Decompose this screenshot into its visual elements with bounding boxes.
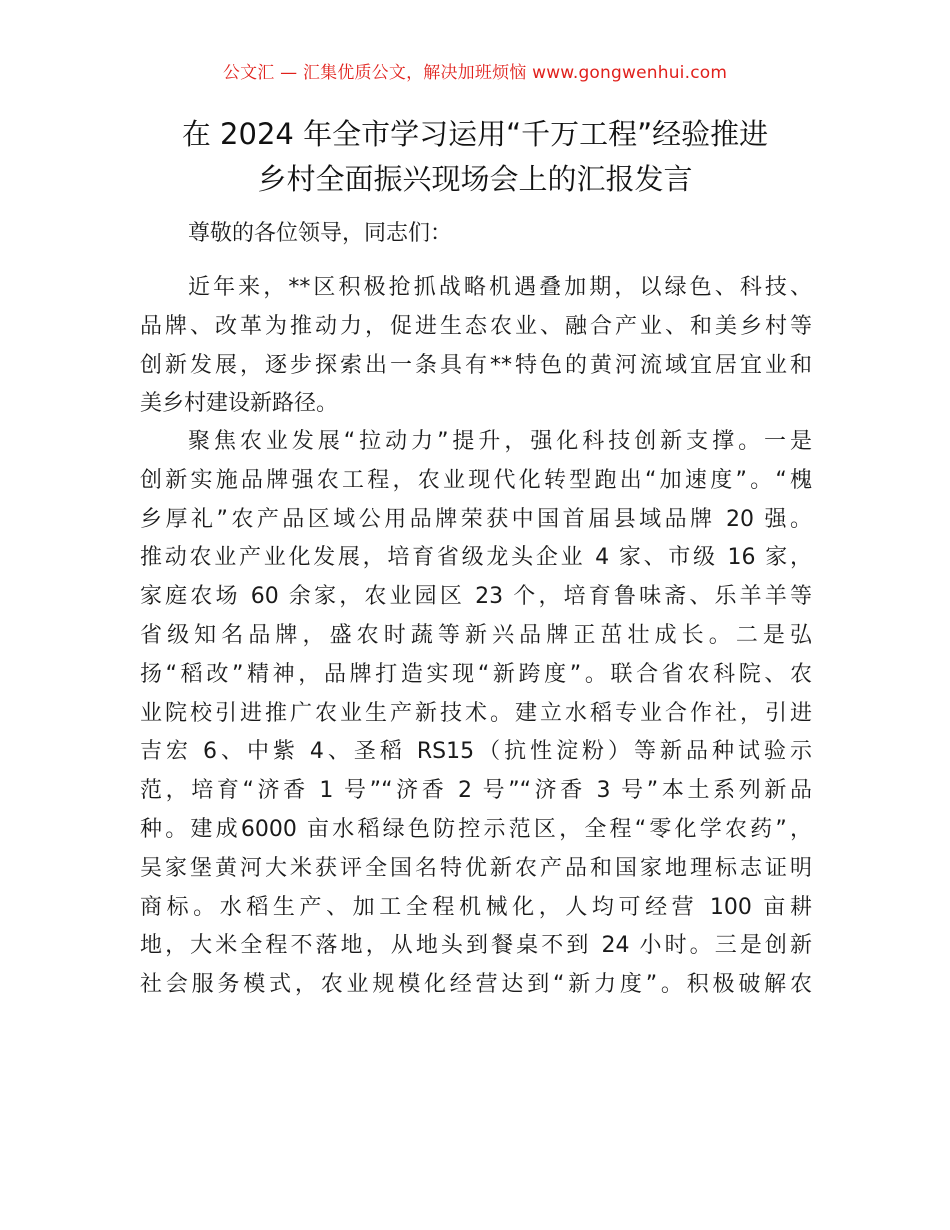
title-line-2: 乡村全面振兴现场会上的汇报发言 <box>257 162 693 196</box>
paragraph-line: 推动农业产业化发展，培育省级龙头企业 4 家、市级 16 家， <box>140 545 812 571</box>
paragraph-agriculture <box>140 423 812 1005</box>
paragraph-intro <box>140 269 812 424</box>
site-header-banner[interactable]: 公文汇 — 汇集优质公文，解决加班烦恼 www.gongwenhui.com <box>222 63 728 83</box>
paragraph-line: 创新实施品牌强农工程，农业现代化转型跑出“加速度”。“槐 <box>140 467 812 493</box>
title-line-1: 在 2024 年全市学习运用“千万工程”经验推进 <box>181 117 769 151</box>
paragraph-line: 创新发展，逐步探索出一条具有**特色的黄河流域宜居宜业和 <box>140 352 812 378</box>
document-title <box>100 112 850 202</box>
paragraph-line: 扬“稻改”精神，品牌打造实现“新跨度”。联合省农科院、农 <box>140 661 812 687</box>
paragraph-line: 家庭农场 60 余家，农业园区 23 个，培育鲁味斋、乐羊羊等 <box>140 584 812 610</box>
salutation: 尊敬的各位领导，同志们： <box>188 221 453 246</box>
paragraph-line: 吉宏 6、中紫 4、圣稻 RS15（抗性淀粉）等新品种试验示 <box>140 739 812 765</box>
paragraph-line: 美乡村建设新路径。 <box>140 391 339 417</box>
paragraph-line: 乡厚礼”农产品区域公用品牌荣获中国首届县域品牌 20 强。 <box>140 506 812 532</box>
paragraph-line: 种。建成6000 亩水稻绿色防控示范区，全程“零化学农药”， <box>140 816 812 842</box>
paragraph-line: 省级知名品牌，盛农时蔬等新兴品牌正茁壮成长。二是弘 <box>140 622 812 648</box>
paragraph-line: 品牌、改革为推动力，促进生态农业、融合产业、和美乡村等 <box>140 313 812 339</box>
paragraph-line: 范，培育“济香 1 号”“济香 2 号”“济香 3 号”本土系列新品 <box>140 778 812 804</box>
paragraph-line: 商标。水稻生产、加工全程机械化，人均可经营 100 亩耕 <box>140 894 812 920</box>
paragraph-line: 业院校引进推广农业生产新技术。建立水稻专业合作社，引进 <box>140 700 812 726</box>
paragraph-line: 社会服务模式，农业规模化经营达到“新力度”。积极破解农 <box>140 972 812 998</box>
paragraph-line: 聚焦农业发展“拉动力”提升，强化科技创新支撑。一是 <box>188 429 812 454</box>
paragraph-line: 地，大米全程不落地，从地头到餐桌不到 24 小时。三是创新 <box>140 933 812 959</box>
paragraph-line: 近年来，**区积极抢抓战略机遇叠加期，以绿色、科技、 <box>188 275 812 300</box>
paragraph-line: 吴家堡黄河大米获评全国名特优新农产品和国家地理标志证明 <box>140 855 812 881</box>
